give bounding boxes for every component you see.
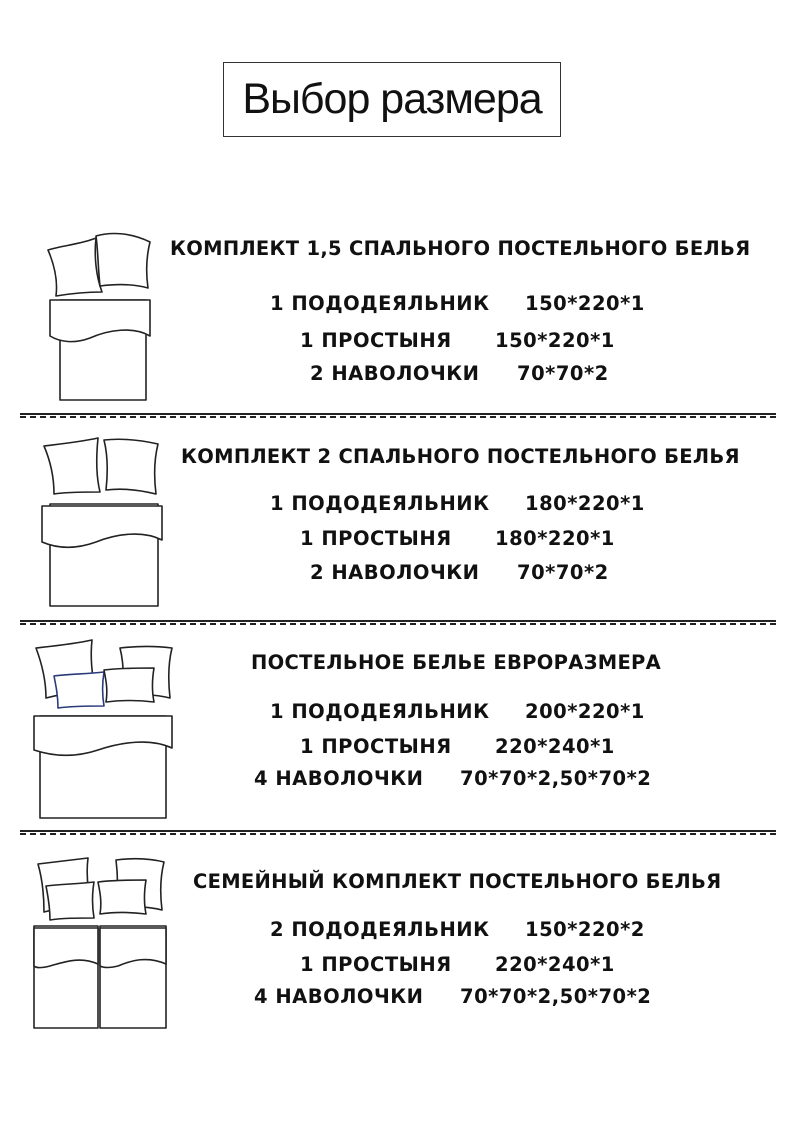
item-size: 70*70*2 [517,362,609,385]
item-name: 4 НАВОЛОЧКИ [254,985,424,1008]
item-size: 70*70*2 [517,561,609,584]
item-size: 180*220*1 [495,527,615,550]
item-name: 1 ПОДОДЕЯЛЬНИК [270,292,490,315]
page-title: Выбор размера [242,75,542,123]
item-size: 150*220*1 [525,292,645,315]
item-size: 70*70*2,50*70*2 [460,985,652,1008]
family-bed-icon [30,852,180,1032]
item-name: 1 ПОДОДЕЯЛЬНИК [270,492,490,515]
item-name: 1 ПОДОДЕЯЛЬНИК [270,700,490,723]
item-name: 4 НАВОЛОЧКИ [254,767,424,790]
single-bed-icon [38,226,158,406]
item-size: 220*240*1 [495,953,615,976]
item-name: 2 НАВОЛОЧКИ [310,561,480,584]
item-size: 70*70*2,50*70*2 [460,767,652,790]
set-heading: КОМПЛЕКТ 2 СПАЛЬНОГО ПОСТЕЛЬНОГО БЕЛЬЯ [181,445,740,468]
item-name: 1 ПРОСТЫНЯ [300,735,452,758]
item-size: 180*220*1 [525,492,645,515]
set-heading: СЕМЕЙНЫЙ КОМПЛЕКТ ПОСТЕЛЬНОГО БЕЛЬЯ [193,870,722,893]
item-name: 2 НАВОЛОЧКИ [310,362,480,385]
item-name: 1 ПРОСТЫНЯ [300,329,452,352]
item-size: 150*220*2 [525,918,645,941]
double-bed-icon [34,430,168,610]
set-heading: ПОСТЕЛЬНОЕ БЕЛЬЕ ЕВРОРАЗМЕРА [251,651,662,674]
set-heading: КОМПЛЕКТ 1,5 СПАЛЬНОГО ПОСТЕЛЬНОГО БЕЛЬЯ [170,237,751,260]
item-name: 1 ПРОСТЫНЯ [300,527,452,550]
item-size: 200*220*1 [525,700,645,723]
item-size: 150*220*1 [495,329,615,352]
item-name: 2 ПОДОДЕЯЛЬНИК [270,918,490,941]
item-name: 1 ПРОСТЫНЯ [300,953,452,976]
item-size: 220*240*1 [495,735,615,758]
euro-bed-icon [30,636,180,822]
title-box [223,62,561,137]
